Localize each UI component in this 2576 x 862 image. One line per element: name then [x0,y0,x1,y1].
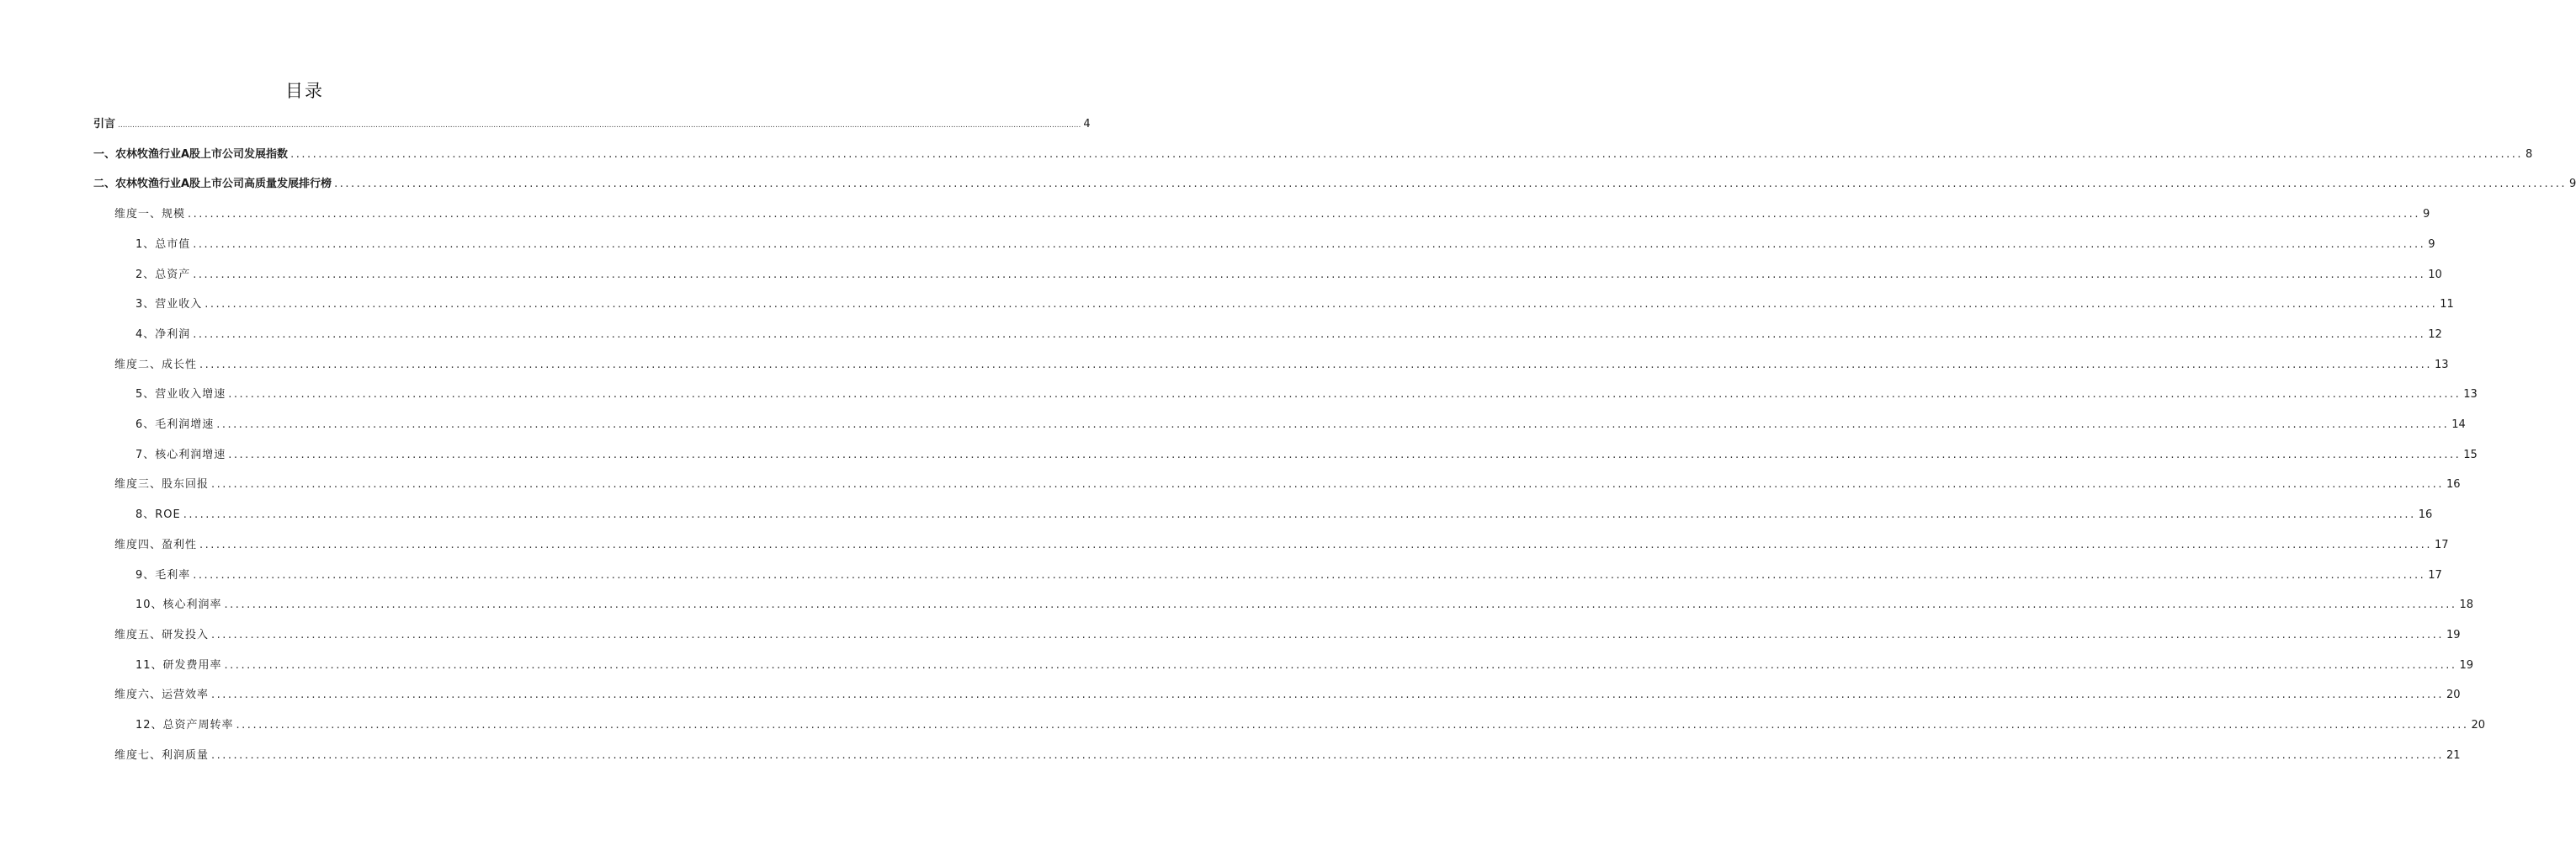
toc-entry-label: 一、农林牧渔行业A股上市公司发展指数 [93,147,289,161]
toc-entry-label: 维度五、研发投入 [114,628,210,641]
toc-leader-dots: ................................................................................................................................................................................................................................................................................................................................................................................................................ [193,237,2426,251]
toc-entry[interactable] [114,687,2461,704]
toc-leader-dots: ................................................................................................................................................................................................................................................................................................................................................................................................................ [118,121,1081,130]
toc-entry-label: 12、总资产周转率 [135,719,234,732]
toc-entry[interactable] [93,116,1091,133]
toc-entry[interactable] [93,146,2533,163]
toc-entry-label: 11、研发费用率 [135,658,222,672]
toc-leader-dots: ................................................................................................................................................................................................................................................................................................................................................................................................................ [228,388,2462,402]
toc-leader-dots: ................................................................................................................................................................................................................................................................................................................................................................................................................ [211,478,2444,492]
toc-entry-label: 维度三、股东回报 [114,478,210,492]
toc-entry[interactable] [114,206,2430,223]
toc-entry[interactable] [114,748,2461,764]
toc-page-number: 15 [2463,448,2478,461]
toc-page-number: 10 [2428,268,2442,281]
toc-entry[interactable] [135,386,2478,403]
toc-leader-dots: ................................................................................................................................................................................................................................................................................................................................................................................................................ [211,689,2444,702]
toc-page-number: 14 [2451,418,2466,431]
toc-entry-label: 3、营业收入 [135,298,203,311]
toc-entry-label: 引言 [93,118,116,130]
toc-page-number: 13 [2434,358,2449,371]
toc-page-number: 13 [2463,388,2478,402]
toc-leader-dots: ................................................................................................................................................................................................................................................................................................................................................................................................................ [199,538,2432,551]
toc-entry[interactable] [93,176,2576,193]
toc-entry[interactable] [135,237,2435,253]
toc-entry[interactable] [135,267,2442,284]
toc-page-number: 11 [2440,298,2454,311]
toc-entry[interactable] [114,537,2449,554]
toc-leader-dots: ................................................................................................................................................................................................................................................................................................................................................................................................................ [236,719,2469,732]
toc-leader-dots: ................................................................................................................................................................................................................................................................................................................................................................................................................ [211,748,2444,762]
toc-page-number: 12 [2428,327,2442,341]
toc-page-number: 16 [2418,508,2433,522]
toc-page-number: 19 [2446,628,2461,641]
toc-page-number: 9 [2569,178,2576,191]
toc-entry-label: 维度一、规模 [114,208,186,221]
toc-entry-label: 维度四、盈利性 [114,538,198,551]
toc-leader-dots: ................................................................................................................................................................................................................................................................................................................................................................................................................ [224,599,2457,612]
toc-entry-label: 维度七、利润质量 [114,748,210,762]
toc-leader-dots: ................................................................................................................................................................................................................................................................................................................................................................................................................ [188,208,2420,221]
toc-entry-label: 10、核心利润率 [135,599,222,612]
toc-entry[interactable] [135,447,2478,464]
toc-leader-dots: ................................................................................................................................................................................................................................................................................................................................................................................................................ [290,147,2523,161]
toc-entry[interactable] [114,627,2461,644]
toc-page-number: 16 [2446,478,2461,492]
toc-page-number: 20 [2446,689,2461,702]
toc-leader-dots: ................................................................................................................................................................................................................................................................................................................................................................................................................ [228,448,2462,461]
toc-entry-label: 4、净利润 [135,327,191,341]
toc-leader-dots: ................................................................................................................................................................................................................................................................................................................................................................................................................ [193,268,2426,281]
toc-page-number: 17 [2434,538,2449,551]
toc-entry-label: 5、营业收入增速 [135,388,226,402]
toc-leader-dots: ................................................................................................................................................................................................................................................................................................................................................................................................................ [224,658,2457,672]
toc-entry[interactable] [135,717,2486,734]
toc-entry-label: 7、核心利润增速 [135,448,226,461]
toc-entry-label: 维度二、成长性 [114,358,198,371]
toc-title: 目录 [285,81,324,101]
toc-entry-label: 2、总资产 [135,268,191,281]
toc-entry-label: 1、总市值 [135,237,191,251]
toc-entry[interactable] [135,417,2466,434]
toc-entry[interactable] [114,476,2461,493]
toc-leader-dots: ................................................................................................................................................................................................................................................................................................................................................................................................................ [199,358,2432,371]
toc-leader-dots: ................................................................................................................................................................................................................................................................................................................................................................................................................ [204,298,2438,311]
toc-page-number: 8 [2526,147,2533,161]
toc-page-number: 9 [2422,208,2430,221]
toc-entry[interactable] [135,657,2474,674]
toc-entry-label: 9、毛利率 [135,568,191,582]
toc-page-number: 4 [1083,118,1091,130]
toc-entry[interactable] [135,327,2442,343]
toc-entry[interactable] [135,567,2442,584]
toc-entry-label: 6、毛利润增速 [135,418,215,431]
toc-entry[interactable] [135,597,2474,614]
toc-leader-dots: ................................................................................................................................................................................................................................................................................................................................................................................................................ [193,327,2426,341]
toc-entry[interactable] [114,357,2449,374]
toc-page-number: 21 [2446,748,2461,762]
toc-page-number: 9 [2428,237,2435,251]
toc-page-number: 19 [2459,658,2474,672]
toc-leader-dots: ................................................................................................................................................................................................................................................................................................................................................................................................................ [193,568,2426,582]
toc-leader-dots: ................................................................................................................................................................................................................................................................................................................................................................................................................ [183,508,2416,522]
toc-entry-label: 维度六、运营效率 [114,689,210,702]
toc-entry-label: 二、农林牧渔行业A股上市公司高质量发展排行榜 [93,178,332,191]
toc-entry[interactable] [135,507,2433,524]
toc-leader-dots: ................................................................................................................................................................................................................................................................................................................................................................................................................ [216,418,2450,431]
toc-page-number: 17 [2428,568,2442,582]
toc-leader-dots: ................................................................................................................................................................................................................................................................................................................................................................................................................ [334,178,2567,191]
toc-leader-dots: ................................................................................................................................................................................................................................................................................................................................................................................................................ [211,628,2444,641]
toc-entry[interactable] [135,296,2454,313]
toc-entry-label: 8、ROE [135,508,181,522]
toc-page-number: 18 [2459,599,2474,612]
toc-page-number: 20 [2471,719,2486,732]
